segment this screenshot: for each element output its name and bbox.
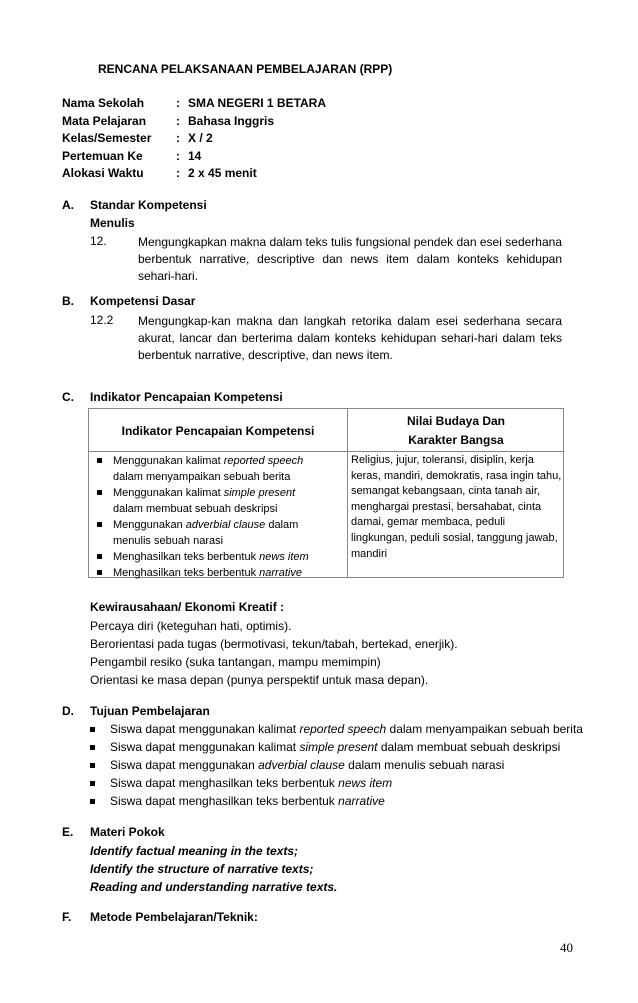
identity-colon: : [176,96,180,110]
competency-number: 12.2 [90,313,114,327]
identity-colon: : [176,131,180,145]
material-line: Reading and understanding narrative texts. [90,880,338,894]
bullet-icon [97,490,102,495]
section-title: Indikator Pencapaian Kompetensi [90,390,283,404]
section-letter: F. [62,910,72,924]
identity-value: SMA NEGERI 1 BETARA [188,96,327,110]
bullet-icon [97,570,102,575]
section-letter: D. [62,704,74,718]
identity-colon: : [176,149,180,163]
entrepreneur-line: Pengambil resiko (suka tantangan, mampu memimpin) [90,655,381,669]
identity-value: Bahasa Inggris [188,114,275,128]
bullet-icon [97,522,102,527]
material-line: Identify the structure of narrative texts; [90,862,314,876]
section-title: Tujuan Pembelajaran [90,704,210,718]
indicator-table: Indikator Pencapaian Kompetensi Nilai Budaya Dan Karakter Bangsa Menggunakan kalimat reported speech dalam menyampaikan sebuah berita Menggunakan kalimat simple present dalam membuat sebuah deskripsi Menggunakan adverbial clause dalam menulis sebuah narasi Menghasilkan teks berbentuk news item Menghasilkan teks berbentuk narrative Religius, jujur, toleransi, disiplin, kerja keras, mandiri, demokratis, rasa ingin tahu, semangat kebangsaan, cinta tanah air, menghargai prestasi, bersahabat, cinta damai, gemar membaca, peduli lingkungan, peduli sosial, tanggung jawab, mandiri [88,408,564,578]
section-letter: E. [62,825,74,839]
identity-value: 14 [188,149,202,163]
competency-number: 12. [90,234,107,248]
section-letter: C. [62,390,74,404]
competency-text: Mengungkap-kan makna dan langkah retorika dalam esei sederhana secara akurat, lancar dan berterima dalam konteks kehidupan sehari-hari dalam teks berbentuk narrative, descriptive, dan news item. [138,314,562,362]
identity-label: Pertemuan Ke [62,149,143,163]
section-title: Metode Pembelajaran/Teknik: [90,910,258,924]
entrepreneur-line: Percaya diri (keteguhan hati, optimis). [90,619,292,633]
document-title: RENCANA PELAKSANAAN PEMBELAJARAN (RPP) [98,62,393,76]
character-values-text: Religius, jujur, toleransi, disiplin, kerja keras, mandiri, demokratis, rasa ingin tahu, semangat kebangsaan, cinta tanah air, menghargai prestasi, bersahabat, cinta damai, gemar membaca, peduli lingkungan, peduli sosial, tanggung jawab, mandiri [351,454,562,560]
table-header-indicator: Indikator Pencapaian Kompetensi [121,424,315,438]
indicator-item-continued: menulis sebuah narasi [113,535,224,547]
competency-text: Mengungkapkan makna dalam teks tulis fungsional pendek dan esei sederhana berbentuk narrative, descriptive dan news item dalam konteks kehidupan sehari-hari. [138,235,562,283]
table-divider [89,451,563,452]
bullet-icon [90,727,95,732]
material-line: Identify factual meaning in the texts; [90,844,299,858]
identity-label: Alokasi Waktu [62,166,144,180]
section-letter: A. [62,198,74,212]
section-title: Kompetensi Dasar [90,294,196,308]
section-letter: B. [62,294,74,308]
bullet-icon [90,745,95,750]
identity-value: 2 x 45 menit [188,166,257,180]
identity-label: Kelas/Semester [62,131,152,145]
entrepreneur-line: Orientasi ke masa depan (punya perspektif untuk masa depan). [90,673,429,687]
entrepreneur-title: Kewirausahaan/ Ekonomi Kreatif : [90,600,285,614]
identity-label: Mata Pelajaran [62,114,147,128]
indicator-item-continued: dalam menyampaikan sebuah berita [113,471,291,483]
indicator-item-continued: dalam membuat sebuah deskripsi [113,503,278,515]
entrepreneur-line: Berorientasi pada tugas (bermotivasi, tekun/tabah, bertekad, enerjik). [90,637,458,651]
identity-value: X / 2 [188,131,213,145]
identity-colon: : [176,114,180,128]
section-title: Materi Pokok [90,825,165,839]
table-header-values: Nilai Budaya Dan [406,414,506,428]
bullet-icon [90,763,95,768]
section-title: Standar Kompetensi [90,198,207,212]
bullet-icon [90,781,95,786]
bullet-icon [97,458,102,463]
section-subtitle: Menulis [90,216,135,230]
table-header-values: Karakter Bangsa [408,433,504,447]
identity-colon: : [176,166,180,180]
bullet-icon [97,554,102,559]
bullet-icon [90,799,95,804]
page-number: 40 [560,940,573,955]
identity-label: Nama Sekolah [62,96,145,110]
